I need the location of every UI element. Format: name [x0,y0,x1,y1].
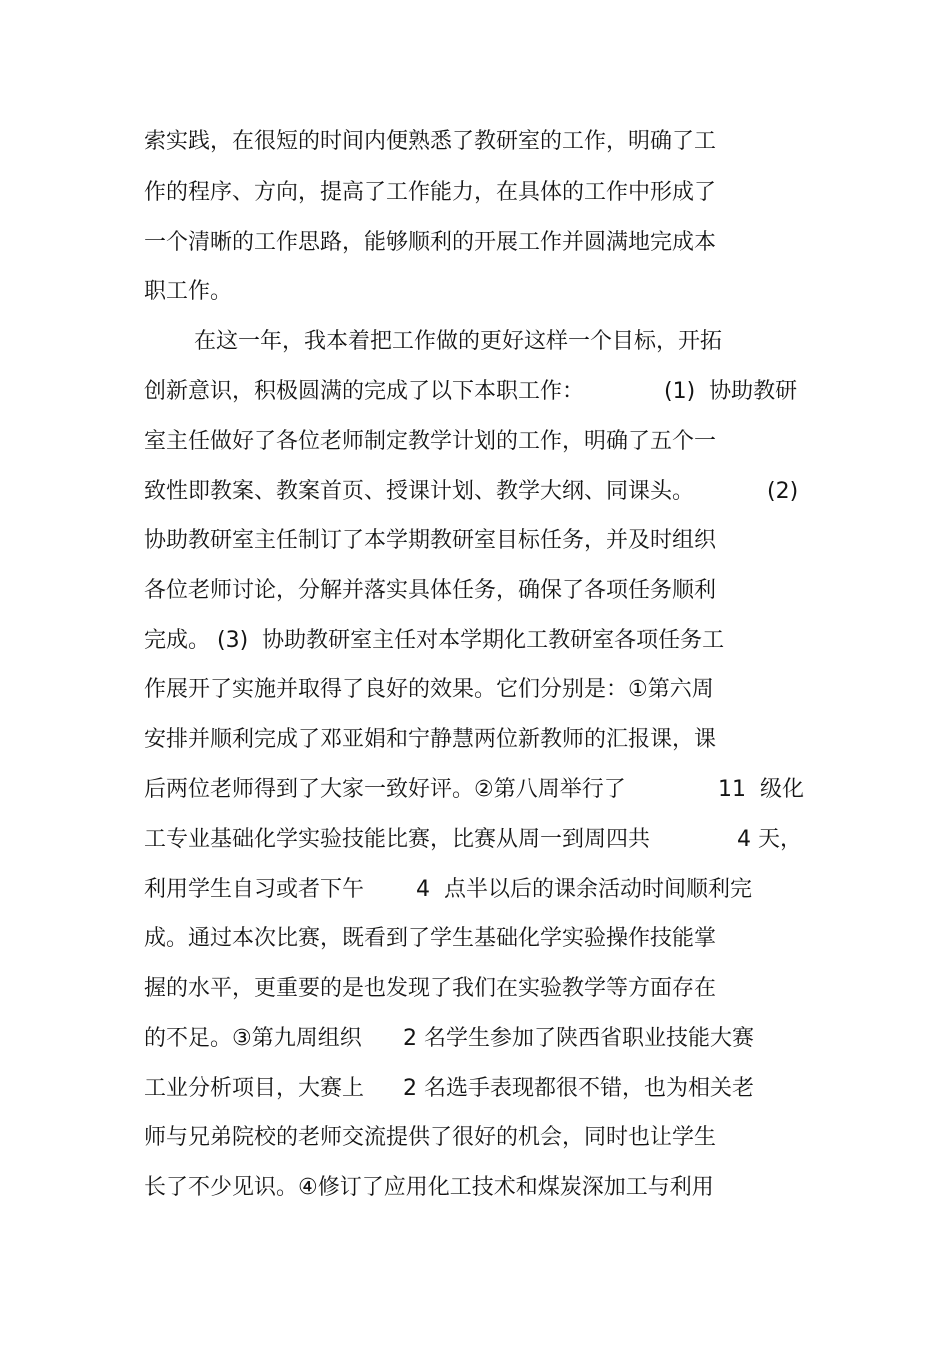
text-line: 作的程序、方向，提高了工作能力，在具体的工作中形成了 [144,180,717,205]
text-line-fragment: 11 级化 [718,777,804,802]
text-line: 工专业基础化学实验技能比赛，比赛从周一到周四共 [144,827,651,852]
text-line-fragment: 4 天， [737,827,802,852]
text-line: 成。通过本次比赛，既看到了学生基础化学实验操作技能掌 [144,926,717,951]
text-line: 索实践，在很短的时间内便熟悉了教研室的工作，明确了工 [144,129,717,154]
text-line: 后两位老师得到了大家一致好评。②第八周举行了 [144,777,626,802]
text-line-fragment: (1) 协助教研 [664,379,798,404]
text-line-fragment: 2 名学生参加了陕西省职业技能大赛 [403,1026,754,1051]
text-line: 一个清晰的工作思路，能够顺利的开展工作并圆满地完成本 [144,230,717,255]
text-line: 完成。 (3) 协助教研室主任对本学期化工教研室各项任务工 [144,628,725,653]
text-line: 室主任做好了各位老师制定教学计划的工作，明确了五个一 [144,429,717,454]
text-line-fragment: 2 名选手表现都很不错，也为相关老 [403,1076,754,1101]
text-line: 利用学生自习或者下午 [144,877,365,902]
text-line: 致性即教案、教案首页、授课计划、教学大纲、同课头。 [144,479,695,504]
text-line: 握的水平，更重要的是也发现了我们在实验教学等方面存在 [144,976,717,1001]
text-line-fragment: (2) [767,479,799,504]
text-line: 长了不少见识。④修订了应用化工技术和煤炭深加工与利用 [144,1175,714,1200]
text-line: 师与兄弟院校的老师交流提供了很好的机会，同时也让学生 [144,1125,717,1150]
text-line: 工业分析项目，大赛上 [144,1076,365,1101]
text-line-fragment: 4 点半以后的课余活动时间顺利完 [416,877,752,902]
text-line: 创新意识，积极圆满的完成了以下本职工作： [144,379,585,404]
text-line: 各位老师讨论，分解并落实具体任务，确保了各项任务顺利 [144,578,717,603]
text-line: 作展开了实施并取得了良好的效果。它们分别是：①第六周 [144,677,714,702]
text-line: 的不足。③第九周组织 [144,1026,362,1051]
text-line: 协助教研室主任制订了本学期教研室目标任务，并及时组织 [144,528,717,553]
text-line: 职工作。 [144,279,233,304]
text-line: 安排并顺利完成了邓亚娟和宁静慧两位新教师的汇报课，课 [144,727,717,752]
text-line: 在这一年，我本着把工作做的更好这样一个目标，开拓 [194,329,723,354]
